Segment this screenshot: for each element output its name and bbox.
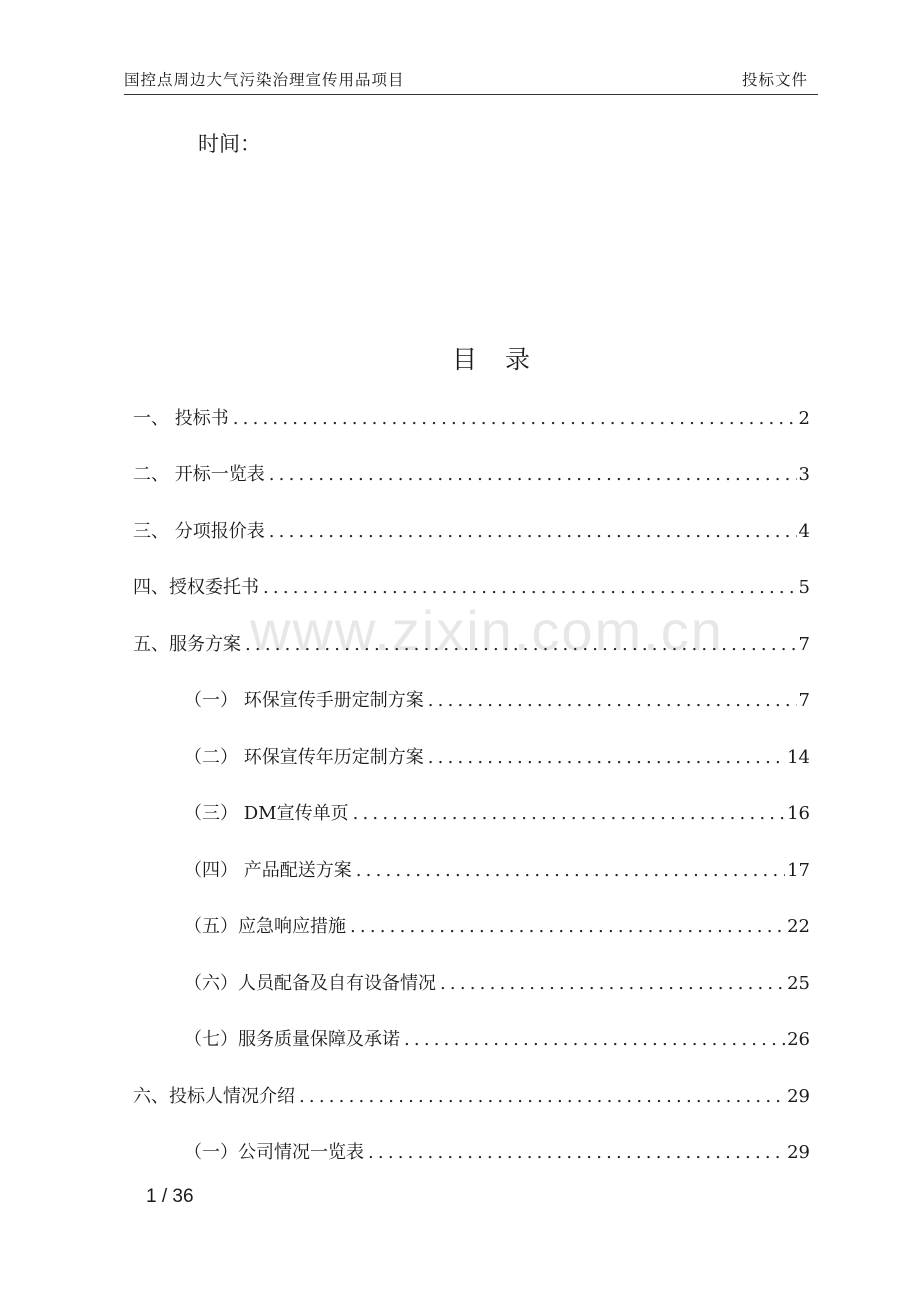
toc-entry-label: 二、 开标一览表: [133, 464, 265, 485]
page-indicator: 1 / 36: [146, 1186, 194, 1207]
toc-entry-label: 三、 分项报价表: [133, 521, 265, 542]
toc-entry-label: （六）人员配备及自有设备情况: [184, 973, 436, 994]
toc-title: 目录: [451, 345, 558, 374]
toc-entry-label: （五）应急响应措施: [184, 916, 346, 937]
toc-entry[interactable]: [133, 406, 810, 432]
time-label: 时间：: [198, 132, 261, 156]
project-title: 国控点周边大气污染治理宣传用品项目: [124, 71, 405, 89]
toc-leader-dots: [241, 632, 797, 658]
toc-entry-page: 7: [798, 690, 810, 711]
toc-entry-page: 29: [787, 1086, 810, 1107]
toc-entry-page: 16: [787, 803, 810, 824]
toc-entry-page: 25: [787, 973, 810, 994]
toc-leader-dots: [352, 858, 785, 884]
toc-leader-dots: [346, 914, 785, 940]
toc-entry[interactable]: [184, 914, 810, 940]
toc-entry[interactable]: [133, 632, 810, 658]
toc-leader-dots: [349, 801, 786, 827]
toc-leader-dots: [295, 1084, 785, 1110]
toc-leader-dots: [436, 971, 785, 997]
toc-entry[interactable]: [184, 801, 810, 827]
toc-leader-dots: [259, 575, 797, 601]
toc-entry-page: 26: [787, 1029, 810, 1050]
toc-entry[interactable]: [184, 1140, 810, 1166]
toc-entry[interactable]: [133, 575, 810, 601]
toc-entry-page: 5: [798, 577, 810, 598]
toc-entry-page: 2: [798, 408, 810, 429]
toc-entry-page: 17: [787, 860, 810, 881]
toc-leader-dots: [424, 745, 785, 771]
toc-leader-dots: [229, 406, 797, 432]
toc-entry-page: 14: [787, 747, 810, 768]
toc-entry-label: （二） 环保宣传年历定制方案: [184, 747, 424, 768]
toc-entry-page: 22: [787, 916, 810, 937]
toc-entry-label: （七）服务质量保障及承诺: [184, 1029, 400, 1050]
toc-entry[interactable]: [133, 1084, 810, 1110]
toc-entry-label: （四） 产品配送方案: [184, 860, 352, 881]
toc-entry[interactable]: [184, 1027, 810, 1053]
toc-leader-dots: [265, 519, 797, 545]
toc-entry[interactable]: [133, 462, 810, 488]
toc-entry[interactable]: [184, 745, 810, 771]
toc-entry[interactable]: [184, 971, 810, 997]
toc-leader-dots: [265, 462, 797, 488]
toc-entry-page: 4: [798, 521, 810, 542]
toc-entry-page: 3: [798, 464, 810, 485]
toc-entry-label: 五、服务方案: [133, 634, 241, 655]
toc-entry-label: （一） 环保宣传手册定制方案: [184, 690, 424, 711]
toc-entry-label: 一、 投标书: [133, 408, 229, 429]
toc-entry[interactable]: [184, 688, 810, 714]
toc-entry-label: （一）公司情况一览表: [184, 1142, 364, 1163]
toc-entry[interactable]: [184, 858, 810, 884]
toc-entry-label: 四、授权委托书: [133, 577, 259, 598]
toc-entry-label: （三） DM宣传单页: [184, 803, 349, 824]
toc-leader-dots: [400, 1027, 785, 1053]
toc-leader-dots: [364, 1140, 785, 1166]
toc-leader-dots: [424, 688, 797, 714]
document-type: 投标文件: [741, 71, 808, 89]
watermark: www.zixin.com.cn: [250, 599, 724, 662]
toc-entry[interactable]: [133, 519, 810, 545]
toc-entry-page: 7: [798, 634, 810, 655]
toc-entry-label: 六、投标人情况介绍: [133, 1086, 295, 1107]
toc-entry-page: 29: [787, 1142, 810, 1163]
